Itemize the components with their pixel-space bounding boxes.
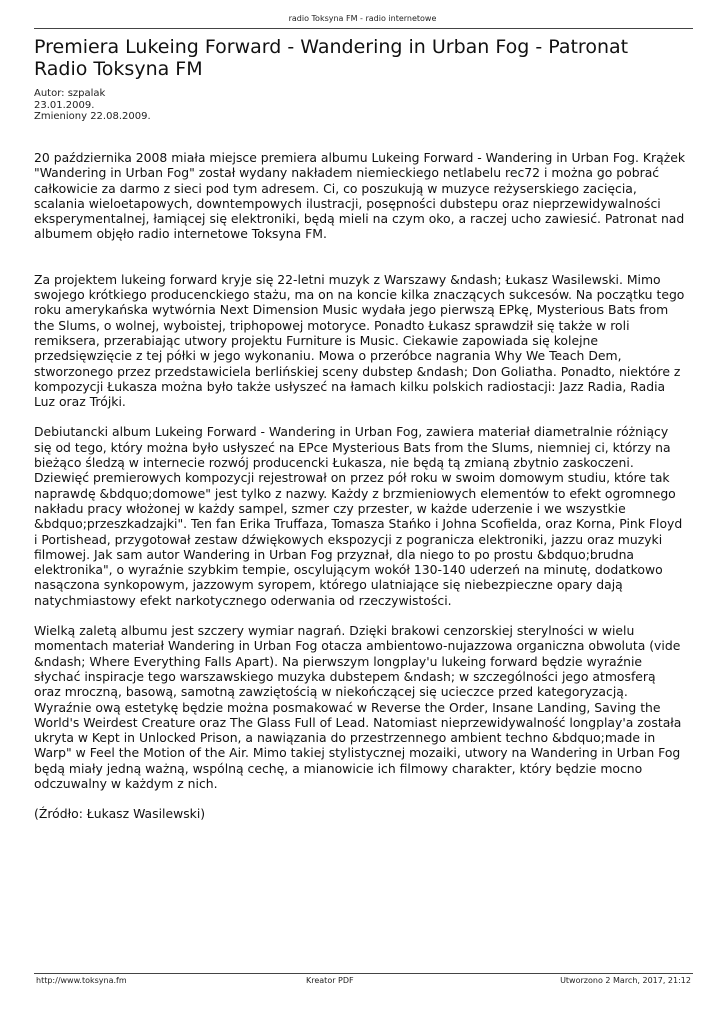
footer-url: http://www.toksyna.fm	[36, 976, 127, 985]
paragraph-1: 20 października 2008 miała miejsce premiera albumu Lukeing Forward - Wandering in Urban Fog. Krążek "Wandering in Urban Fog" został wydany nakładem niemieckiego netlabelu rec72 i można go pobrać całkowicie za darmo z sieci pod tym adresem. Ci, co poszukują w muzyce reżyserskiego zacięcia, scalania wieloetapowych, downtempowych ilustracji, posępności dubstepu oraz nieprzewidywalności eksperymentalnej, łamiącej się elektroniki, będą mieli na czym oko, a raczej ucho zawiesić. Patronat nad albumem objęło radio internetowe Toksyna FM.	[34, 150, 686, 242]
paragraph-2: Za projektem lukeing forward kryje się 22-letni muzyk z Warszawy &ndash; Łukasz Wasilewski. Mimo swojego krótkiego producenckiego stażu, ma on na koncie kilka znaczących sukcesów. Na początku tego roku amerykańska wytwórnia Next Dimension Music wydała jego pierwszą EPkę, Mysterious Bats from the Slums, o wolnej, wyboistej, triphopowej motoryce. Ponadto Łukasz sprawdził się także w roli remiksera, przerabiając utwory projektu Furniture is Music. Ciekawie zapowiada się kolejne przedsięwzięcie z tej półki w jego wykonaniu. Mowa o przeróbce nagrania Why We Teach Dem, stworzonego przez przedstawiciela berlińskiej sceny dubstep &ndash; Don Goliatha. Ponadto, niektóre z kompozycji Łukasza można było także usłyszeć na łamach kilku polskich radiostacji: Jazz Radia, Radia Luz oraz Trójki.	[34, 271, 685, 410]
page-footer	[34, 976, 693, 988]
article-meta	[34, 88, 151, 123]
footer-created: Utworzono 2 March, 2017, 21:12	[560, 976, 691, 985]
paragraph-3: Debiutancki album Lukeing Forward - Wandering in Urban Fog, zawiera materiał diametralnie różniący się od tego, który można było usłyszeć na EPce Mysterious Bats from the Slums, niemniej ci, którzy na bieżąco śledzą w internecie rozwój producencki Łukasza, nie będą tą zmianą zbytnio zaskoczeni. Dziewięć premierowych kompozycji rejestrował on przez pół roku w swoim domowym studiu, które tak naprawdę &bdquo;domowe" jest tylko z nazwy. Każdy z brzmieniowych elementów to efekt ogromnego nakładu pracy włożonej w każdy sampel, szmer czy przester, w każde uderzenie i we wszystkie &bdquo;przeszkadzajki". Ten fan Erika Truffaza, Tomasza Stańko i Johna Scofielda, oraz Korna, Pink Floyd i Portishead, przygotował zestaw dźwiękowych ekspozycji z pogranicza elektroniki, jazzu oraz muzyki filmowej. Jak sam autor Wandering in Urban Fog przyznał, dla niego to po prostu &bdquo;brudna elektronika", o wyraźnie szybkim tempie, oscylującym wokół 130-140 uderzeń na minutę, dodatkowo nasączona synkopowym, jazzowym syropem, którego ulatniające się niebezpieczne opary dają natychmiastowy efekt narkotycznego oderwania od rzeczywistości.	[34, 424, 683, 608]
author-line: Autor: szpalak	[34, 88, 106, 99]
page-header-label: radio Toksyna FM - radio internetowe	[288, 14, 437, 23]
footer-divider	[34, 973, 693, 974]
publish-date: 23.01.2009.	[34, 99, 95, 111]
modified-date: Zmieniony 22.08.2009.	[34, 111, 151, 122]
footer-generator: Kreator PDF	[306, 976, 354, 985]
paragraph-4: Wielką zaletą albumu jest szczery wymiar nagrań. Dzięki brakowi cenzorskiej sterylności w wielu momentach materiał Wandering in Urban Fog otacza ambientowo-nujazzowa organiczna obwoluta (vide &ndash; Where Everything Falls Apart). Na pierwszym longplay'u lukeing forward będzie wyraźnie słychać inspiracje tego warszawskiego muzyka dubstepem &ndash; w szczególności jego atmosferą oraz mroczną, basową, samotną zawziętością w niekończącej się ucieczce przed kategoryzacją. Wyraźnie ową estetykę będzie można posmakować w Reverse the Order, Insane Landing, Saving the World's Weirdest Creature oraz The Glass Full of Lead. Natomiast nieprzewidywalność longplay'a została ukryta w Kept in Unlocked Prison, a nawiązania do przestrzennego ambient techno &bdquo;made in Warp" w Feel the Motion of the Air. Mimo takiej stylistycznej mozaiki, utwory na Wandering in Urban Fog będą miały jedną ważną, wspólną cechę, a mianowicie ich filmowy charakter, który będzie mocno odczuwalny w każdym z nich.	[34, 623, 682, 791]
article-title: Premiera Lukeing Forward - Wandering in Urban Fog - Patronat Radio Toksyna FM	[34, 36, 629, 80]
source-note: (Źródło: Łukasz Wasilewski)	[34, 806, 206, 822]
header-divider	[34, 28, 693, 29]
article-body	[34, 150, 686, 822]
